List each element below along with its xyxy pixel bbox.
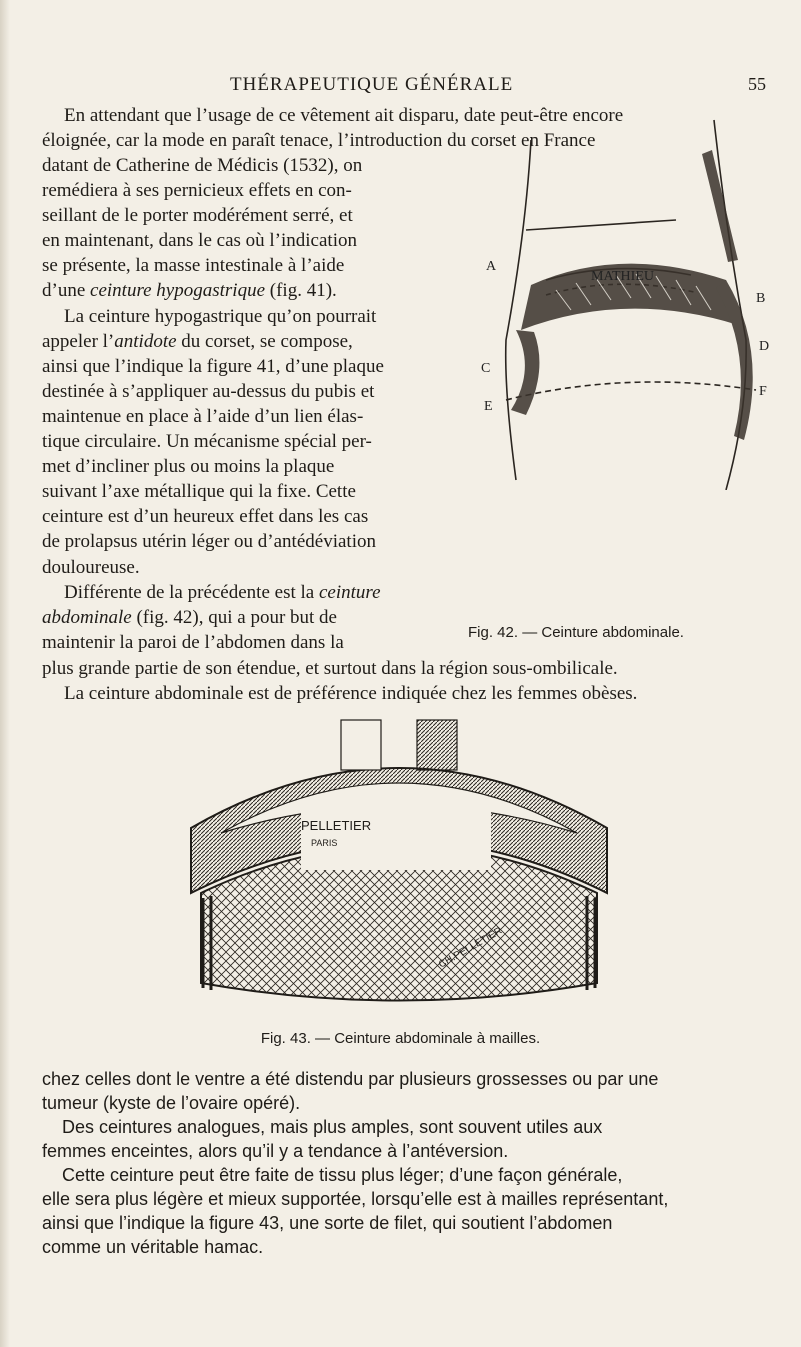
running-head: [0, 74, 801, 98]
paragraph-3-wide: [42, 656, 757, 706]
fig-label-a: A: [486, 259, 497, 274]
page-number: 55: [748, 74, 766, 94]
text-line: suivant l’axe métallique qui la fixe. Cette: [42, 481, 356, 503]
fig-label-e: E: [484, 399, 493, 414]
text-line: destinée à s’appliquer au-dessus du pubis et: [42, 380, 375, 402]
text-line: Cette ceinture peut être faite de tissu plus léger; d’une façon générale,: [62, 1165, 623, 1185]
text-line: remédiera à ses pernicieux effets en con-: [42, 180, 352, 202]
page-gutter-shadow: [0, 0, 10, 1347]
text-line: La ceinture abdominale est de préférence indiquée chez les femmes obèses.: [64, 683, 638, 705]
text-line: Des ceintures analogues, mais plus amples, sont souvent utiles aux: [62, 1117, 603, 1137]
text-span: (fig. 42), qui a pour but de: [131, 606, 337, 628]
text-span: du corset, se compose,: [176, 330, 353, 352]
figure-42-abdominal-belt: [476, 110, 776, 490]
figure-43-caption: Fig. 43. — Ceinture abdominale à mailles.: [260, 1030, 541, 1047]
text-line: ainsi que l’indique la figure 43, une sorte de filet, qui soutient l’abdomen: [42, 1213, 613, 1233]
text-line: douloureuse.: [42, 556, 140, 578]
text-line: seillant de le porter modérément serré, et: [42, 205, 353, 227]
belt-label-city: PARIS: [311, 838, 338, 848]
text-span: appeler l’: [42, 330, 115, 352]
text-line: [42, 278, 472, 303]
text-span: d’une: [42, 280, 91, 302]
text-line: [42, 329, 472, 354]
belt-label-maker: PELLETIER: [301, 818, 372, 833]
text-line: [42, 605, 472, 630]
text-line: éloignée, car la mode en paraît tenace, l’introduction du corset en France: [42, 130, 596, 152]
text-line: La ceinture hypogastrique qu’on pourrait: [64, 305, 377, 327]
text-span: Différente de la précédente est la: [64, 581, 319, 603]
text-line: tumeur (kyste de l’ovaire opéré).: [42, 1093, 301, 1113]
figure-43-mesh-belt: [181, 718, 617, 1008]
figure-42-caption: Fig. 42. — Ceinture abdominale.: [468, 624, 684, 641]
text-line: maintenir la paroi de l’abdomen dans la: [42, 631, 344, 653]
text-line: plus grande partie de son étendue, et surtout dans la région sous-ombilicale.: [42, 658, 618, 679]
italic-term: abdominale: [42, 606, 132, 628]
text-line: ainsi que l’indique la figure 41, d’une plaque: [42, 355, 384, 377]
italic-term: ceinture: [318, 581, 381, 603]
running-title: THÉRAPEUTIQUE GÉNÉRALE: [230, 74, 514, 95]
text-line: chez celles dont le ventre a été distendu par plusieurs grossesses ou par une: [42, 1069, 659, 1089]
text-line: ceinture est d’un heureux effet dans les cas: [42, 506, 369, 528]
text-line: tique circulaire. Un mécanisme spécial per-: [42, 431, 372, 453]
maker-mark: MATHIEU: [591, 269, 654, 284]
text-line: se présente, la masse intestinale à l’aide: [42, 255, 345, 277]
text-line: comme un véritable hamac.: [42, 1237, 264, 1257]
text-line: met d’incliner plus ou moins la plaque: [42, 456, 335, 478]
paragraph-1-narrow: [42, 153, 472, 655]
text-span: (fig. 41).: [265, 280, 337, 302]
text-line: elle sera plus légère et mieux supportée, lorsqu’elle est à mailles représentant,: [42, 1189, 669, 1209]
paragraph-4: [42, 1067, 762, 1259]
fig-label-c: C: [481, 361, 491, 376]
text-line: En attendant que l’usage de ce vêtement ait disparu, date peut-être encore: [64, 105, 624, 126]
belt-stamp: CH.PELLETIER: [437, 925, 505, 971]
text-line: femmes enceintes, alors qu’il y a tendance à l’antéversion.: [42, 1141, 509, 1161]
italic-term: ceinture hypogastrique: [90, 280, 266, 302]
fig-label-d: D: [759, 339, 770, 354]
text-line: [42, 580, 472, 605]
text-line: de prolapsus utérin léger ou d’antédéviation: [42, 531, 376, 553]
italic-term: antidote: [114, 330, 177, 352]
fig-label-f: F: [759, 384, 767, 399]
text-line: en maintenant, dans le cas où l’indication: [42, 230, 357, 252]
fig-label-b: B: [756, 291, 766, 306]
text-line: maintenue en place à l’aide d’un lien élas-: [42, 405, 364, 427]
text-line: datant de Catherine de Médicis (1532), on: [42, 155, 363, 176]
